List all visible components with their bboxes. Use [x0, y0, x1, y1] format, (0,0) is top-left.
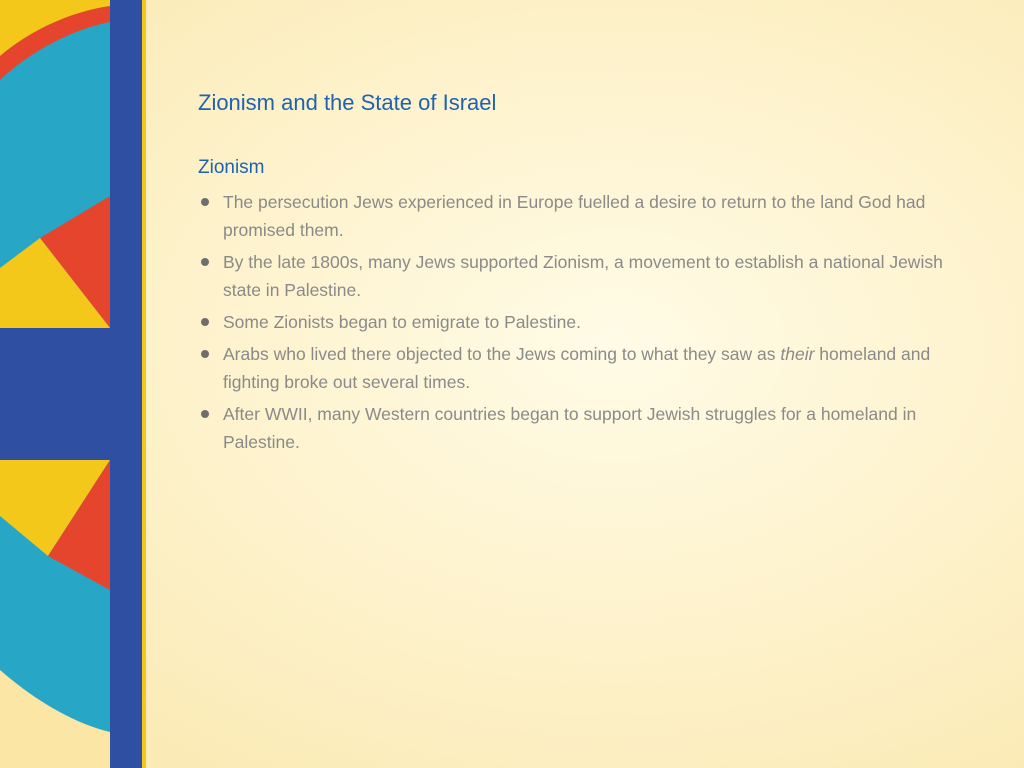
bullet-dot-icon [201, 410, 209, 418]
slide-title: Zionism and the State of Israel [198, 90, 497, 115]
bullet-emphasis: their [780, 344, 815, 364]
bullet-text: The persecution Jews experienced in Europe fuelled a desire to return to the land God had promised them. [223, 192, 926, 240]
bullet-text: After WWII, many Western countries began to support Jewish struggles for a homeland in Palestine. [223, 404, 917, 452]
bullet-list [198, 188, 948, 456]
bullet-item [198, 248, 948, 304]
bullet-item [198, 400, 948, 456]
bullet-text-start: Arabs who lived there objected to the Jews coming to what they saw as [223, 344, 781, 364]
bullet-item [198, 308, 948, 336]
blue-middle-band [0, 328, 110, 460]
bullet-text: Some Zionists began to emigrate to Palestine. [223, 312, 581, 332]
slide-content [198, 88, 948, 460]
bullet-dot-icon [201, 198, 209, 206]
bullet-text: By the late 1800s, many Jews supported Zionism, a movement to establish a national Jewish state in Palestine. [223, 252, 943, 300]
bullet-item [198, 188, 948, 244]
decorative-side-band [0, 0, 150, 768]
bullet-dot-icon [201, 318, 209, 326]
bullet-item [198, 340, 948, 396]
blue-vertical-bar [110, 0, 142, 768]
bullet-dot-icon [201, 258, 209, 266]
bullet-text-end: homeland and fighting broke out several times. [223, 344, 931, 392]
section-heading: Zionism [198, 157, 265, 178]
yellow-edge-line [142, 0, 146, 768]
bullet-dot-icon [201, 350, 209, 358]
